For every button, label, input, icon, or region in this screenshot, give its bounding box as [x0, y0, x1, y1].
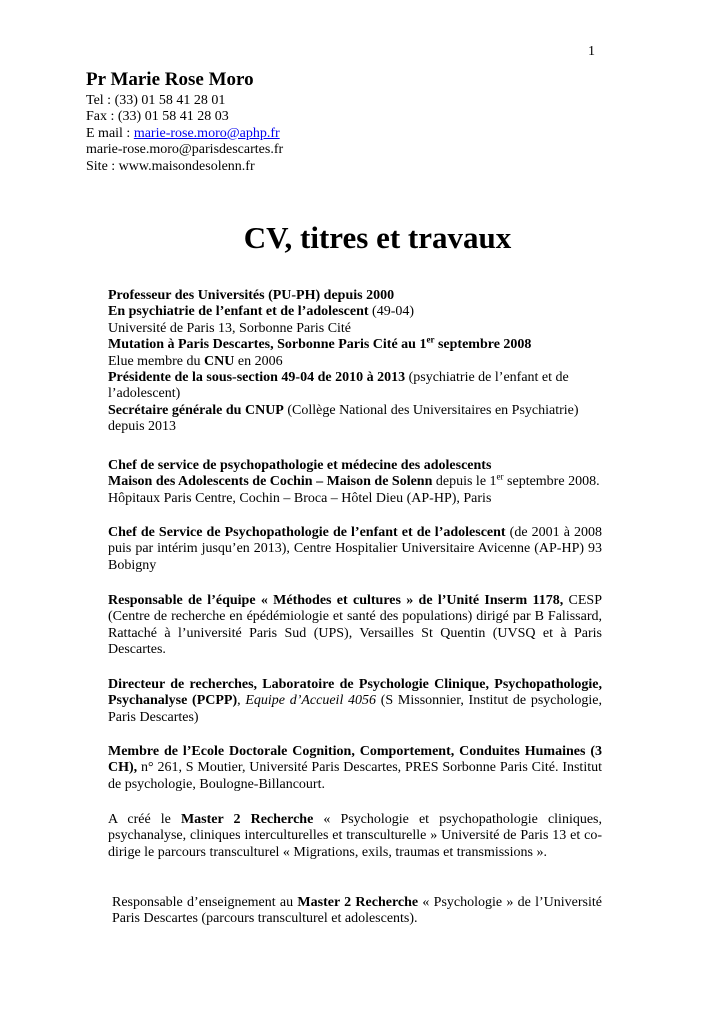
president-rest: (psychiatrie de l’enfant et de l’adolescent): [108, 370, 569, 402]
mutation-line: [108, 334, 602, 353]
fax-number: Fax : (33) 01 58 41 28 03: [86, 109, 229, 125]
doctoral-school-bold: Membre de l’Ecole Doctorale Cognition, Comportement, Conduites Humaines (3 CH),: [108, 744, 602, 776]
page-number: 1: [588, 44, 595, 59]
service-chief-title: Chef de service de psychopathologie et médecine des adolescents: [108, 458, 492, 473]
contact-header: [86, 69, 606, 175]
secretary-bold: Secrétaire générale du CNUP: [108, 402, 284, 418]
master-teaching-paragraph: [112, 895, 602, 928]
avicenne-rest: (de 2001 à 2008 puis par intérim jusqu’en 2013), Centre Hospitalier Universitaire Avicenne (AP-HP) 93 Bobigny: [108, 525, 602, 573]
position-speciality: [108, 304, 602, 320]
pcpp-italic: Equipe d’Accueil 4056: [245, 693, 377, 709]
website: Site : www.maisondesolenn.fr: [86, 158, 255, 174]
inserm-bold: Responsable de l’équipe « Méthodes et cultures » de l’Unité Inserm 1178,: [108, 593, 564, 608]
master-created-rest: « Psychologie et psychopathologie cliniques, psychanalyse, cliniques interculturelles et transculturelle » Université de Paris 13 et co-dirige le parcours transculturel « Migrations, exils, traumas et transmissions ».: [108, 812, 602, 860]
master-teaching-rest: « Psychologie » de l’Université Paris Descartes (parcours transculturel et adolescents).: [112, 895, 602, 927]
maison-solenn-bold: Maison des Adolescents de Cochin – Maison de Solenn: [108, 474, 433, 490]
mutation-text: Mutation à Paris Descartes, Sorbonne Paris Cité au 1: [108, 337, 427, 353]
university: Université de Paris 13, Sorbonne Paris Cité: [108, 320, 352, 336]
master-created-prefix: A créé le: [108, 812, 181, 827]
avicenne-bold: Chef de Service de Psychopathologie de l’enfant et de l’adolescent: [108, 525, 506, 540]
speciality-bold: En psychiatrie de l’enfant et de l’adolescent: [108, 304, 369, 320]
master-created-block: [108, 812, 602, 861]
speciality-code: (49-04): [368, 304, 415, 320]
service-chief-block: [108, 458, 602, 507]
doctoral-school-rest: n° 261, S Moutier, Université Paris Descartes, PRES Sorbonne Paris Cité. Institut de psychologie, Boulogne-Billancourt.: [108, 760, 602, 792]
president-line: [108, 370, 602, 403]
master-teaching-prefix: Responsable d’enseignement au: [112, 895, 298, 910]
cnu-prefix: Elue membre du: [108, 353, 205, 369]
inserm-rest: CESP (Centre de recherche en épédémiologie et santé des populations) dirigé par B Falissard, Rattaché à l’université Paris Sud (UPS), Versailles St Quentin (UVSQ et à Paris Descartes.: [108, 593, 602, 658]
president-bold: Présidente de la sous-section 49-04 de 2010 à 2013: [108, 370, 406, 386]
pcpp-sep: ,: [237, 693, 246, 709]
master-created-paragraph: [108, 812, 602, 861]
doctoral-school-paragraph: [108, 744, 602, 793]
position-professor: Professeur des Universités (PU-PH) depuis 2000: [108, 288, 395, 303]
email-line: [86, 126, 606, 142]
secretary-rest: (Collège National des Universitaires en Psychiatrie) depuis 2013: [108, 402, 579, 435]
pcpp-bold: Directeur de recherches, Laboratoire de Psychologie Clinique, Psychopathologie, Psychanalyse (PCPP): [108, 677, 602, 709]
mutation-date: septembre 2008: [434, 337, 532, 353]
secondary-email: marie-rose.moro@parisdescartes.fr: [86, 142, 284, 158]
doctoral-school-block: [108, 744, 602, 793]
inserm-paragraph: [108, 593, 602, 659]
master-created-bold: Master 2 Recherche: [180, 812, 314, 827]
maison-solenn-since: depuis le 1: [432, 474, 497, 490]
master-teaching-bold: Master 2 Recherche: [297, 895, 419, 910]
inserm-block: [108, 593, 602, 659]
pcpp-block: [108, 677, 602, 726]
master-teaching-block: [112, 895, 602, 928]
cnu-bold: CNU: [204, 353, 235, 369]
author-name: Pr Marie Rose Moro: [86, 69, 254, 90]
cnu-year: en 2006: [234, 353, 283, 369]
email-link[interactable]: marie-rose.moro@aphp.fr: [133, 125, 280, 141]
pcpp-rest: (S Missonnier, Institut de psychologie, Paris Descartes): [108, 693, 602, 725]
document-title: CV, titres et travaux: [243, 220, 512, 255]
pcpp-paragraph: [108, 677, 602, 726]
maison-solenn-line: [108, 471, 602, 507]
avicenne-paragraph: [108, 525, 602, 574]
avicenne-block: [108, 525, 602, 574]
cnu-line: [108, 354, 602, 370]
secretary-line: [108, 403, 602, 436]
maison-solenn-sup: er: [496, 471, 504, 482]
maison-solenn-rest: septembre 2008. Hôpitaux Paris Centre, Cochin – Broca – Hôtel Dieu (AP-HP), Paris: [108, 474, 600, 506]
phone-number: Tel : (33) 01 58 41 28 01: [86, 93, 226, 108]
email-label: E mail :: [86, 125, 134, 141]
positions-block: [108, 288, 602, 436]
mutation-sup: er: [426, 334, 435, 345]
